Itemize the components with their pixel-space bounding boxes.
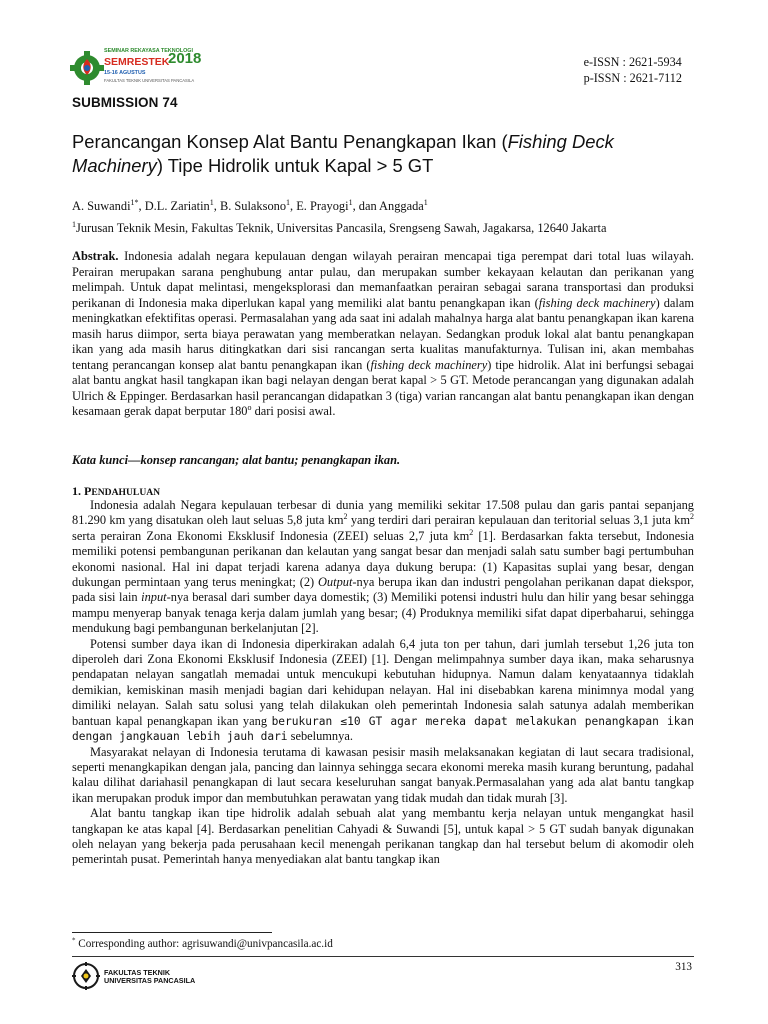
- footnote-divider: [72, 932, 272, 933]
- body-text: [72, 498, 694, 868]
- eissn: e-ISSN : 2621-5934: [583, 55, 682, 69]
- logo-name: SEMRESTEK: [104, 56, 170, 68]
- logo-host: FAKULTAS TEKNIK UNIVERSITAS PANCASILA: [104, 78, 195, 83]
- paragraph: Potensi sumber daya ikan di Indonesia diperkirakan adalah 6,4 juta ton per tahun, dari jumlah tersebut 1,26 juta ton diperoleh dari Zona Ekonomi Eksklusif Indonesia (ZEEI) [1]. Dengan melimpahnya sumber daya ikan, maka seharusnya pendapatan nelayan sangatlah memadai untuk mencukupi kebutuhan hidupnya. Namun dalam kenyataannya tidaklah demikian, kemiskinan masih menjadi bagian dari kehidupan nelayan. Hal ini disebabkan karena minimnya modal yang dimiliki nelayan. Salah satu solusi yang telah dilakukan oleh pemerintah Indonesia salah satunya adalah memberikan bantuan kapal penangkapan ikan yang berukuran ≤10 GT agar mereka dapat melakukan penangkapan ikan dengan jangkauan lebih jauh dari sebelumnya.: [72, 636, 694, 744]
- keywords: Kata kunci—konsep rancangan; alat bantu; penangkapan ikan.: [72, 453, 401, 467]
- logo-year: 2018: [168, 50, 202, 67]
- paragraph: Indonesia adalah Negara kepulauan terbesar di dunia yang memiliki sekitar 17.508 pulau dan garis pantai sepanjang 81.290 km yang disatukan oleh laut seluas 5,8 juta $km^2$ yang terdiri dari perairan kepulauan dan teritorial seluas 3,1 juta $km^2$ serta perairan Zona Ekonomi Eksklusif Indonesia (ZEEI) seluas 2,7 juta $km^2$ [1]. Berdasarkan fakta tersebut, Indonesia memiliki potensi pembangunan perikanan dan kelautan yang sangat besar dan menjadi salah satu sumber bagi pertumbuhan ekonomi nasional. Hal ini dapat terjadi karena adanya daya dukung berupa: (1) Kapasitas suplai yang besar, dengan dukungan permintaan yang terus meningkat; (2) Output-nya berupa ikan dan industri pengolahan perikanan dapat diekspor, pada sisi lain input-nya berasal dari sumber daya domestik; (3) Memiliki potensi industri hulu dan hilir yang besar sehingga mampu menyerap banyak tenaga kerja dalam jumlah yang besar; (4) Produknya memiliki sifat dapat diperbaharui, sehingga mendukung bagi pembangunan berkelanjutan [2].: [72, 498, 694, 636]
- semrestek-logo: [70, 46, 202, 90]
- footnote: * Corresponding author: agrisuwandi@univpancasila.ac.id: [72, 936, 333, 950]
- abstract-label: Abstrak.: [72, 249, 119, 263]
- emblem-icon: [72, 962, 100, 990]
- paragraph: Alat bantu tangkap ikan tipe hidrolik adalah sebuah alat yang membantu kerja nelayan untuk mengangkat hasil tangkapan ke atas kapal [4]. Berdasarkan penelitian Cahyadi & Suwandi [5], untuk kapal > 5 GT sudah banyak digunakan oleh nelayan yang bekerja pada perusahaan kecil menengah perikanan tangkap dan hal tersebut belum di akomodir oleh pemerintah pusat. Pemerintah hanya menyediakan alat bantu tangkap ikan: [72, 806, 694, 867]
- faculty-logo: [72, 962, 202, 992]
- logo-caption: SEMINAR REKAYASA TEKNOLOGI: [104, 48, 193, 54]
- logo-dates: 15-16 AGUSTUS: [104, 70, 146, 76]
- author-list: A. Suwandi$^{1*}$, D.L. Zariatin$^1$, B. Sulaksono$^1$, E. Prayogi$^1$, dan Anggada$^1$: [72, 197, 428, 213]
- paper-title: Perancangan Konsep Alat Bantu Penangkapan Ikan (Fishing Deck Machinery) Tipe Hidrolik untuk Kapal > 5 GT: [72, 131, 614, 176]
- affiliation: $^1$Jurusan Teknik Mesin, Fakultas Teknik, Universitas Pancasila, Srengseng Sawah, Jagakarsa, 12640 Jakarta: [72, 219, 607, 235]
- footer-divider: [72, 956, 694, 957]
- section-heading: 1. PENDAHULUAN: [72, 484, 161, 498]
- issn-block: [584, 54, 682, 86]
- faculty-name: FAKULTAS TEKNIK UNIVERSITAS PANCASILA: [104, 968, 196, 986]
- page-number: 313: [675, 961, 692, 973]
- paragraph: Masyarakat nelayan di Indonesia terutama di kawasan pesisir masih melaksanakan kegiatan di laut secara tradisional, seperti menangkapikan dengan jala, pancing dan lainnya sehingga secara ekonomi mereka masih kurang beruntung, padahal kalau dilihat dariahasil penangkapan di laut secara keseluruhan sangat banyak.Permasalahan yang ada alat bantu tangkap ikan merupakan produk impor dan membutuhkan perawatan yang tidak mudah dan tidak murah [3].: [72, 744, 694, 805]
- submission-label: SUBMISSION 74: [72, 95, 178, 110]
- abstract: Abstrak. Indonesia adalah negara kepulauan dengan wilayah perairan mencapai tiga perempat dari total luas wilayah. Perairan merupakan sarana penghubung antar pulau, dan merupakan sumber kekayaan kelautan dan perikanan yang melimpah. Untuk dapat melintasi, mengeksplorasi dan memanfaatkan perairan sebagai sarana transportasi dan produksi perikanan di Indonesia maka diperlukan kapal yang memiliki alat bantu penangkapan ikan (fishing deck machinery) dalam meningkatkan efektifitas operasi. Permasalahan yang ada saat ini adalah mahalnya harga alat bantu penangkapan ikan karena masih harus diimpor, serta biaya perawatan yang memberatkan nelayan. Sedangkan produk lokal alat bantu penangkapan ikan yang ada masih harus ditingkatkan dari sisi rancangan serta kualitas manufakturnya. Tulisan ini, akan membahas tentang perancangan konsep alat bantu penangkapan ikan (fishing deck machinery) tipe hidrolik. Alat ini berfungsi sebagai alat bantu angkat hasil tangkapan ikan bagi nelayan dengan berat kapal > 5 GT. Metode perancangan yang digunakan adalah Ulrich & Eppinger. Berdasarkan hasil perancangan didapatkan 3 (tiga) varian rancangan alat bantu penangkapan ikan dengan kesamaan gerak dapat berputar 180$^o$ dari posisi awal.: [72, 249, 694, 418]
- pissn: p-ISSN : 2621-7112: [583, 71, 682, 85]
